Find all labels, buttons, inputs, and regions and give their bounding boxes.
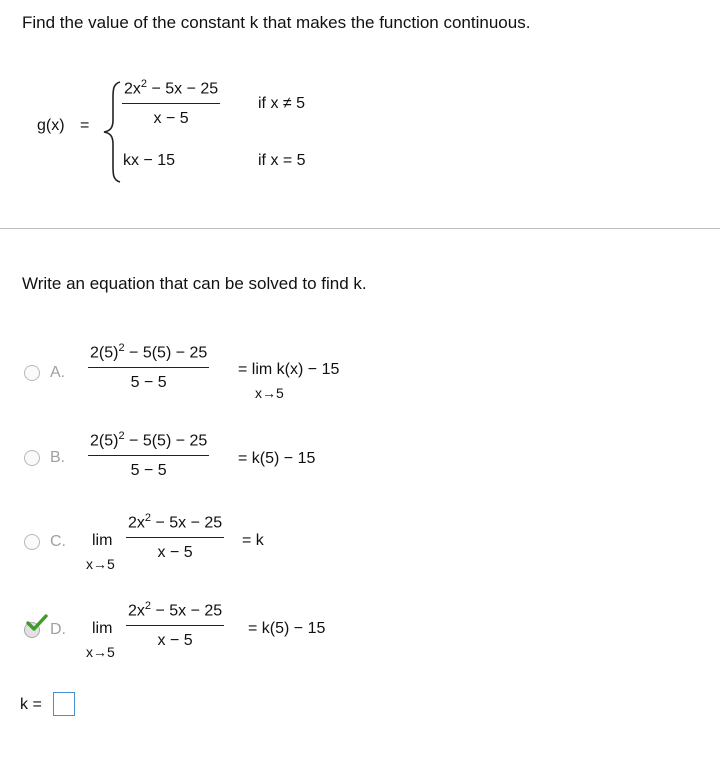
option-a-limit-subscript: x→5: [255, 385, 284, 401]
option-d[interactable]: [18, 596, 378, 664]
question-prompt: Find the value of the constant k that makes the function continuous.: [22, 13, 531, 32]
function-label: g(x): [37, 117, 65, 134]
option-d-letter: D.: [50, 621, 66, 638]
option-d-rhs: = k(5) − 15: [248, 620, 326, 637]
subprompt: Write an equation that can be solved to find k.: [22, 274, 367, 293]
option-a[interactable]: [18, 340, 378, 410]
case2-condition: if x = 5: [258, 152, 306, 169]
case1-condition: if x ≠ 5: [258, 95, 306, 112]
option-c[interactable]: [18, 508, 378, 576]
answer-label: k =: [20, 696, 42, 713]
option-b[interactable]: [18, 428, 378, 488]
answer-input[interactable]: [53, 692, 75, 716]
option-c-limit-subscript: x→5: [86, 556, 115, 572]
case1-fraction: $\frac{2x^2 - 5x - 25}{x - 5}$: [124, 78, 219, 128]
option-b-rhs: = k(5) − 15: [238, 450, 316, 467]
function-equals: =: [80, 117, 90, 134]
option-a-radio[interactable]: [24, 365, 40, 381]
option-a-fraction: $\frac{2(5)^2 - 5(5) - 25}{5 - 5}$: [90, 342, 208, 392]
option-c-letter: C.: [50, 533, 66, 550]
checkmark-icon: [26, 613, 48, 633]
option-c-fraction: $\frac{2x^2 - 5x - 25}{x - 5}$: [128, 512, 223, 562]
option-c-limit: lim: [92, 532, 113, 549]
option-d-limit: lim: [92, 620, 113, 637]
section-divider: [0, 228, 720, 229]
case2-expression: kx − 15: [123, 152, 176, 169]
option-c-rhs: = k: [242, 532, 264, 549]
option-b-fraction: $\frac{2(5)^2 - 5(5) - 25}{5 - 5}$: [90, 430, 208, 480]
option-c-radio[interactable]: [24, 534, 40, 550]
option-a-letter: A.: [50, 364, 66, 381]
option-d-fraction: $\frac{2x^2 - 5x - 25}{x - 5}$: [128, 600, 223, 650]
option-d-limit-subscript: x→5: [86, 644, 115, 660]
option-b-radio[interactable]: [24, 450, 40, 466]
option-b-letter: B.: [50, 449, 66, 466]
option-a-rhs: = lim k(x) − 15: [238, 361, 340, 378]
